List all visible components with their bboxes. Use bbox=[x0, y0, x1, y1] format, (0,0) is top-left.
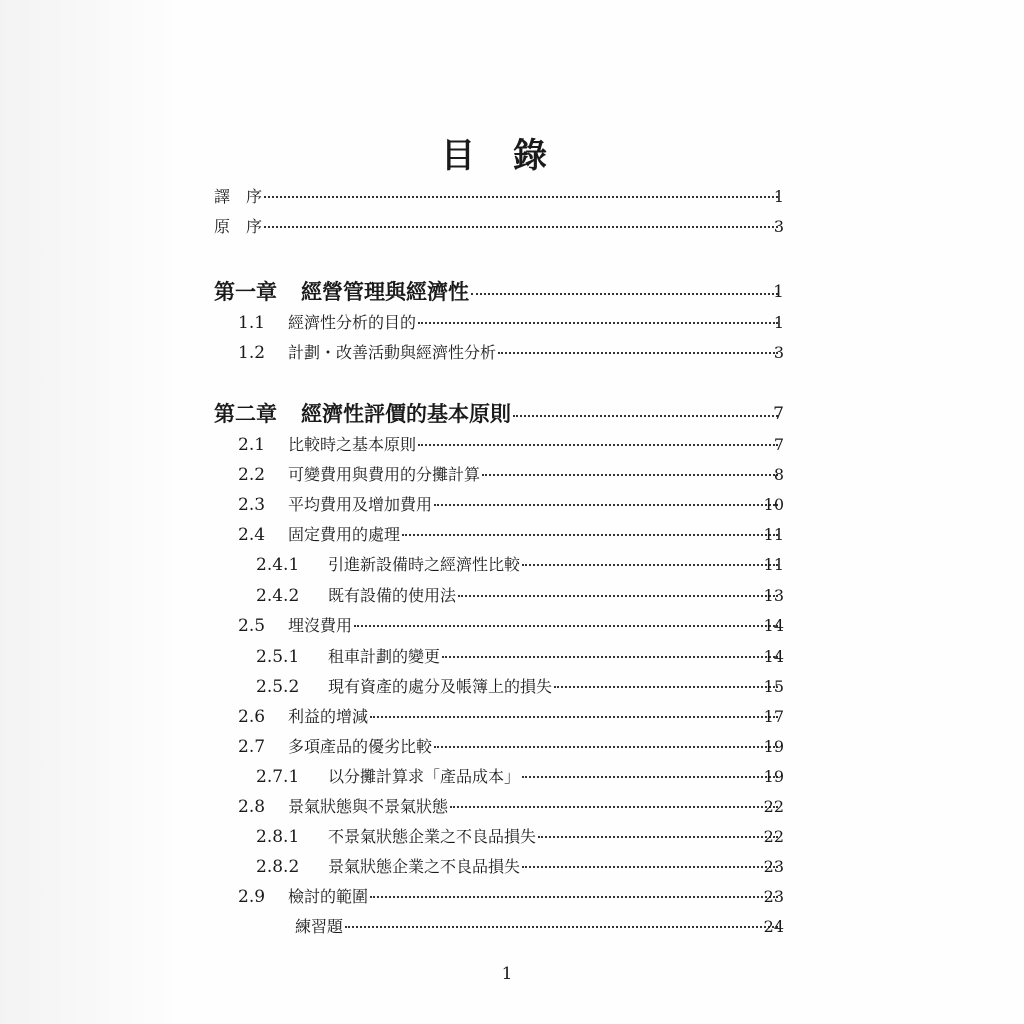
toc-entry-page: 7 bbox=[773, 435, 784, 454]
toc-subsection-2-5-1[interactable] bbox=[256, 643, 784, 671]
dot-leader bbox=[402, 533, 778, 536]
dot-leader bbox=[471, 292, 778, 295]
section-number: 2.4 bbox=[238, 525, 266, 545]
dot-leader bbox=[345, 925, 778, 928]
section-title: 檢討的範圍 bbox=[288, 887, 369, 906]
toc-section-2-3[interactable] bbox=[238, 491, 784, 519]
toc-entry-page: 23 bbox=[763, 887, 784, 906]
subsection-title: 既有設備的使用法 bbox=[328, 586, 457, 605]
toc-section-2-9[interactable] bbox=[238, 883, 784, 911]
toc-section-2-4[interactable] bbox=[238, 521, 784, 549]
dot-leader bbox=[264, 195, 778, 198]
subsection-title: 不景氣狀態企業之不良品損失 bbox=[328, 827, 537, 846]
toc-section-2-8[interactable] bbox=[238, 793, 784, 821]
toc-entry-page: 14 bbox=[763, 616, 784, 635]
toc-subsection-2-5-2[interactable] bbox=[256, 673, 784, 701]
section-number: 2.2 bbox=[238, 465, 266, 485]
toc-chapter-2[interactable] bbox=[214, 400, 784, 428]
subsection-number: 2.8.2 bbox=[256, 857, 300, 877]
chapter-title: 經濟性評價的基本原則 bbox=[301, 402, 511, 426]
section-title: 固定費用的處理 bbox=[288, 525, 401, 544]
toc-entry-label: 原 序 bbox=[214, 217, 263, 236]
toc-subsection-2-4-1[interactable] bbox=[256, 551, 784, 579]
toc-section-2-1[interactable] bbox=[238, 431, 784, 459]
toc-entry-page: 23 bbox=[763, 857, 784, 876]
section-number: 2.8 bbox=[238, 797, 266, 817]
toc-entry-original-preface[interactable] bbox=[214, 213, 784, 241]
subsection-number: 2.7.1 bbox=[256, 767, 300, 787]
section-number: 2.9 bbox=[238, 887, 266, 907]
toc-entry-page: 1 bbox=[773, 313, 784, 332]
toc-entry-page: 1 bbox=[773, 282, 784, 302]
dot-leader bbox=[458, 594, 778, 597]
dot-leader bbox=[370, 715, 778, 718]
dot-leader bbox=[370, 895, 778, 898]
subsection-number: 2.4.1 bbox=[256, 555, 300, 575]
toc-section-2-6[interactable] bbox=[238, 703, 784, 731]
dot-leader bbox=[418, 443, 778, 446]
dot-leader bbox=[434, 745, 778, 748]
toc-entry-page: 19 bbox=[763, 737, 784, 756]
section-title: 多項產品的優劣比較 bbox=[288, 737, 433, 756]
section-number: 1.1 bbox=[238, 313, 266, 333]
toc-entry-page: 15 bbox=[763, 677, 784, 696]
toc-entry-page: 1 bbox=[773, 187, 784, 206]
toc-section-1-1[interactable] bbox=[238, 309, 784, 337]
subsection-number: 2.5.2 bbox=[256, 677, 300, 697]
toc-section-2-5[interactable] bbox=[238, 612, 784, 640]
subsection-number: 2.5.1 bbox=[256, 647, 300, 667]
toc-entry-page: 14 bbox=[763, 647, 784, 666]
dot-leader bbox=[522, 865, 778, 868]
subsection-title: 景氣狀態企業之不良品損失 bbox=[328, 857, 521, 876]
subsection-title: 引進新設備時之經濟性比較 bbox=[328, 555, 521, 574]
toc-entry-page: 8 bbox=[773, 465, 784, 484]
section-title: 埋沒費用 bbox=[288, 616, 353, 635]
chapter-title: 經營管理與經濟性 bbox=[301, 280, 469, 304]
section-title: 計劃・改善活動與經濟性分析 bbox=[288, 343, 497, 362]
toc-entry-translator-preface[interactable] bbox=[214, 183, 784, 211]
toc-subsection-2-8-2[interactable] bbox=[256, 853, 784, 881]
dot-leader bbox=[418, 321, 778, 324]
subsection-number: 2.8.1 bbox=[256, 827, 300, 847]
toc-entry-page: 13 bbox=[763, 586, 784, 605]
toc-chapter-1[interactable] bbox=[214, 278, 784, 306]
section-title: 利益的增減 bbox=[288, 707, 369, 726]
toc-entry-page: 22 bbox=[763, 797, 784, 816]
dot-leader bbox=[513, 414, 778, 417]
dot-leader bbox=[538, 835, 778, 838]
dot-leader bbox=[482, 473, 778, 476]
toc-subsection-2-8-1[interactable] bbox=[256, 823, 784, 851]
toc-entry-page: 19 bbox=[763, 767, 784, 786]
toc-entry-page: 7 bbox=[773, 404, 784, 424]
section-title: 比較時之基本原則 bbox=[288, 435, 417, 454]
toc-subsection-2-4-2[interactable] bbox=[256, 582, 784, 610]
subsection-title: 租車計劃的變更 bbox=[328, 647, 441, 666]
dot-leader bbox=[450, 805, 778, 808]
dot-leader bbox=[264, 225, 778, 228]
chapter-number: 第二章 bbox=[214, 402, 277, 426]
section-number: 2.1 bbox=[238, 435, 266, 455]
section-title: 平均費用及增加費用 bbox=[288, 495, 433, 514]
subsection-number: 2.4.2 bbox=[256, 586, 300, 606]
subsection-title: 現有資產的處分及帳簿上的損失 bbox=[328, 677, 553, 696]
toc-entry-page: 3 bbox=[773, 343, 784, 362]
toc-section-2-2[interactable] bbox=[238, 461, 784, 489]
page-number: 1 bbox=[501, 964, 513, 984]
section-number: 2.6 bbox=[238, 707, 266, 727]
chapter-number: 第一章 bbox=[214, 280, 277, 304]
toc-subsection-2-7-1[interactable] bbox=[256, 763, 784, 791]
section-number: 2.3 bbox=[238, 495, 266, 515]
section-number: 2.7 bbox=[238, 737, 266, 757]
section-title: 經濟性分析的目的 bbox=[288, 313, 417, 332]
toc-entry-label: 譯 序 bbox=[214, 187, 263, 206]
toc-entry-exercises[interactable] bbox=[295, 913, 784, 941]
dot-leader bbox=[442, 655, 778, 658]
dot-leader bbox=[522, 775, 778, 778]
dot-leader bbox=[498, 351, 778, 354]
toc-entry-page: 24 bbox=[763, 917, 784, 936]
page-title: 目 錄 bbox=[441, 136, 549, 176]
toc-entry-page: 11 bbox=[763, 555, 784, 574]
dot-leader bbox=[522, 563, 778, 566]
dot-leader bbox=[354, 624, 778, 627]
subsection-title: 以分攤計算求「產品成本」 bbox=[328, 767, 521, 786]
section-number: 2.5 bbox=[238, 616, 266, 636]
section-number: 1.2 bbox=[238, 343, 266, 363]
toc-entry-page: 17 bbox=[763, 707, 784, 726]
toc-entry-page: 11 bbox=[763, 525, 784, 544]
section-title: 練習題 bbox=[295, 917, 344, 936]
toc-section-2-7[interactable] bbox=[238, 733, 784, 761]
toc-section-1-2[interactable] bbox=[238, 339, 784, 367]
section-title: 景氣狀態與不景氣狀態 bbox=[288, 797, 449, 816]
toc-entry-page: 3 bbox=[773, 217, 784, 236]
dot-leader bbox=[434, 503, 778, 506]
toc-entry-page: 10 bbox=[763, 495, 784, 514]
toc-entry-page: 22 bbox=[763, 827, 784, 846]
section-title: 可變費用與費用的分攤計算 bbox=[288, 465, 481, 484]
